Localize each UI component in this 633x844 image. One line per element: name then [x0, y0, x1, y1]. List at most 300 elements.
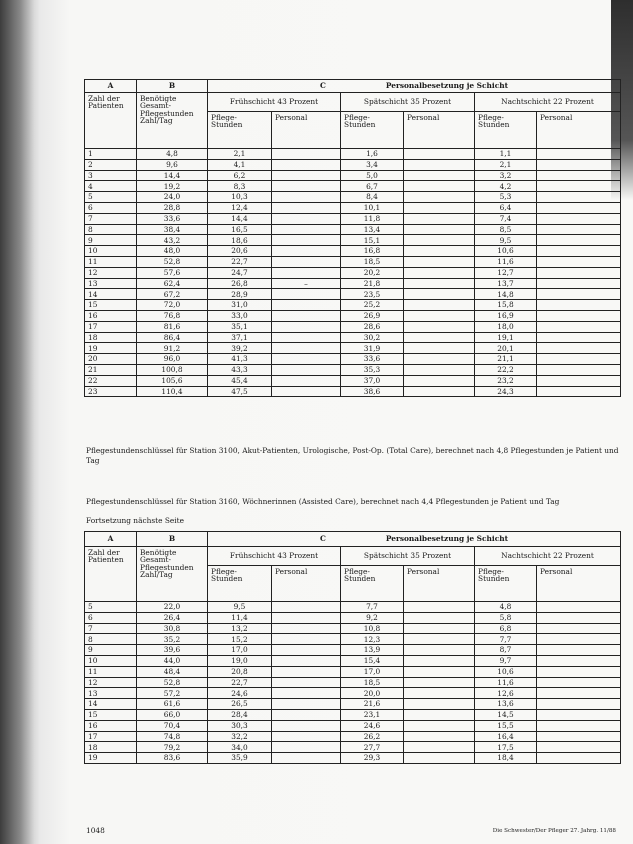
continuation-note: Fortsetzung nächste Seite — [86, 516, 185, 525]
late-hours-cell: 12,3 — [341, 634, 404, 645]
early-staff-cell — [272, 688, 341, 699]
night-hours-cell: 17,5 — [475, 742, 537, 753]
table-row — [85, 256, 621, 267]
early-hours-cell: 9,5 — [208, 602, 272, 613]
patients-cell: 6 — [85, 612, 137, 623]
night-staff-cell — [537, 623, 621, 634]
late-staff-cell — [404, 375, 475, 386]
patients-cell: 8 — [85, 224, 137, 235]
patients-cell: 15 — [85, 300, 137, 311]
table-row — [85, 235, 621, 246]
patients-cell: 18 — [85, 742, 137, 753]
total-hours-cell: 61,6 — [137, 699, 208, 710]
table-row — [85, 310, 621, 321]
table-row — [85, 720, 621, 731]
patients-cell: 1 — [85, 149, 137, 160]
late-staff-cell — [404, 267, 475, 278]
table-row — [85, 375, 621, 386]
late-hours-cell: 24,6 — [341, 720, 404, 731]
patients-cell: 3 — [85, 170, 137, 181]
late-hours-cell: 27,7 — [341, 742, 404, 753]
late-staff-cell — [404, 677, 475, 688]
early-staff-cell — [272, 310, 341, 321]
patients-cell: 16 — [85, 310, 137, 321]
staffing-table-2-body — [85, 602, 621, 764]
total-hours-cell: 9,6 — [137, 159, 208, 170]
late-staff-cell — [404, 235, 475, 246]
table-row — [85, 688, 621, 699]
early-staff-cell — [272, 235, 341, 246]
late-care-hours-header: Pflege-Stunden — [341, 112, 404, 149]
table-row — [85, 213, 621, 224]
night-hours-cell: 9,5 — [475, 235, 537, 246]
early-hours-cell: 26,5 — [208, 699, 272, 710]
early-staff-cell — [272, 634, 341, 645]
patients-count-header: Zahl der Patienten — [85, 547, 137, 602]
table-row — [85, 289, 621, 300]
patients-cell: 23 — [85, 386, 137, 397]
staffing-table-1-body — [85, 149, 621, 397]
late-hours-cell: 1,6 — [341, 149, 404, 160]
night-staff-cell — [537, 170, 621, 181]
early-staff-cell: – — [272, 278, 341, 289]
total-hours-cell: 14,4 — [137, 170, 208, 181]
night-hours-cell: 15,8 — [475, 300, 537, 311]
table-row — [85, 332, 621, 343]
early-staff-cell — [272, 375, 341, 386]
night-staff-cell — [537, 634, 621, 645]
total-hours-cell: 100,8 — [137, 364, 208, 375]
late-hours-cell: 26,9 — [341, 310, 404, 321]
late-staff-cell — [404, 159, 475, 170]
early-staff-cell — [272, 213, 341, 224]
total-hours-cell: 74,8 — [137, 731, 208, 742]
late-hours-cell: 10,1 — [341, 202, 404, 213]
late-hours-cell: 25,2 — [341, 300, 404, 311]
late-hours-cell: 15,4 — [341, 655, 404, 666]
table-row — [85, 612, 621, 623]
night-hours-cell: 9,7 — [475, 655, 537, 666]
early-staff-cell — [272, 332, 341, 343]
night-hours-cell: 22,2 — [475, 364, 537, 375]
night-hours-cell: 18,4 — [475, 753, 537, 764]
late-staff-cell — [404, 742, 475, 753]
early-hours-cell: 4,1 — [208, 159, 272, 170]
night-hours-cell: 14,5 — [475, 709, 537, 720]
early-care-hours-header: Pflege-Stunden — [208, 112, 272, 149]
early-hours-cell: 12,4 — [208, 202, 272, 213]
late-staff-cell — [404, 731, 475, 742]
night-staff-cell — [537, 246, 621, 257]
late-staff-cell — [404, 699, 475, 710]
night-hours-cell: 14,8 — [475, 289, 537, 300]
total-hours-cell: 38,4 — [137, 224, 208, 235]
early-hours-cell: 32,2 — [208, 731, 272, 742]
night-hours-cell: 1,1 — [475, 149, 537, 160]
column-a-header: A — [85, 532, 137, 547]
page-number: 1048 — [86, 826, 105, 835]
patients-cell: 5 — [85, 192, 137, 203]
night-staff-cell — [537, 731, 621, 742]
total-hours-cell: 28,8 — [137, 202, 208, 213]
early-hours-cell: 35,9 — [208, 753, 272, 764]
patients-cell: 17 — [85, 731, 137, 742]
patients-cell: 12 — [85, 267, 137, 278]
patients-cell: 14 — [85, 699, 137, 710]
patients-count-header: Zahl der Patienten — [85, 93, 137, 149]
night-staff-cell — [537, 289, 621, 300]
night-staff-cell — [537, 224, 621, 235]
late-hours-cell: 13,4 — [341, 224, 404, 235]
night-hours-cell: 6,8 — [475, 623, 537, 634]
caption-station-3100: Pflegestundenschlüssel für Station 3100, Akut-Patienten, Urologische, Post-Op. (Total Care), berechnet nach 4,8 Pflegestunden je Patient und Tag — [86, 446, 619, 465]
night-hours-cell: 20,1 — [475, 343, 537, 354]
early-hours-cell: 30,3 — [208, 720, 272, 731]
column-c-header: C Personalbesetzung je Schicht — [208, 80, 621, 93]
late-hours-cell: 11,8 — [341, 213, 404, 224]
early-hours-cell: 37,1 — [208, 332, 272, 343]
night-staff-cell — [537, 149, 621, 160]
table-row — [85, 602, 621, 613]
total-hours-cell: 48,4 — [137, 666, 208, 677]
early-staff-cell — [272, 289, 341, 300]
patients-cell: 11 — [85, 256, 137, 267]
late-hours-cell: 20,0 — [341, 688, 404, 699]
late-hours-cell: 17,0 — [341, 666, 404, 677]
night-hours-cell: 10,6 — [475, 246, 537, 257]
night-staff-cell — [537, 709, 621, 720]
late-staff-cell — [404, 170, 475, 181]
late-hours-cell: 21,6 — [341, 699, 404, 710]
table-row — [85, 634, 621, 645]
patients-cell: 8 — [85, 634, 137, 645]
late-hours-cell: 18,5 — [341, 256, 404, 267]
night-hours-cell: 16,4 — [475, 731, 537, 742]
caption-station-3160: Pflegestundenschlüssel für Station 3160, Wöchnerinnen (Assisted Care), berechnet nach 4,4 Pflegestunden je Patient und Tag — [86, 497, 560, 506]
early-hours-cell: 10,3 — [208, 192, 272, 203]
total-care-hours-header: Benötigte Gesamt-Pflegestunden Zahl/Tag — [137, 547, 208, 602]
total-hours-cell: 105,6 — [137, 375, 208, 386]
night-hours-cell: 2,1 — [475, 159, 537, 170]
early-staff-cell — [272, 343, 341, 354]
late-staff-cell — [404, 202, 475, 213]
early-hours-cell: 28,4 — [208, 709, 272, 720]
early-hours-cell: 20,6 — [208, 246, 272, 257]
patients-cell: 12 — [85, 677, 137, 688]
total-hours-cell: 91,2 — [137, 343, 208, 354]
late-hours-cell: 21,8 — [341, 278, 404, 289]
late-staff-header: Personal — [404, 566, 475, 602]
early-staff-cell — [272, 731, 341, 742]
late-hours-cell: 7,7 — [341, 602, 404, 613]
late-staff-cell — [404, 354, 475, 365]
early-care-hours-header: Pflege-Stunden — [208, 566, 272, 602]
early-hours-cell: 13,2 — [208, 623, 272, 634]
column-a-header: A — [85, 80, 137, 93]
early-staff-cell — [272, 149, 341, 160]
patients-cell: 19 — [85, 343, 137, 354]
early-staff-cell — [272, 753, 341, 764]
night-hours-cell: 5,8 — [475, 612, 537, 623]
late-hours-cell: 23,1 — [341, 709, 404, 720]
table-row — [85, 655, 621, 666]
patients-cell: 10 — [85, 246, 137, 257]
night-staff-header: Personal — [537, 566, 621, 602]
night-staff-cell — [537, 202, 621, 213]
total-hours-cell: 57,2 — [137, 688, 208, 699]
patients-cell: 16 — [85, 720, 137, 731]
table-row — [85, 181, 621, 192]
early-staff-cell — [272, 181, 341, 192]
early-hours-cell: 34,0 — [208, 742, 272, 753]
early-staff-cell — [272, 602, 341, 613]
early-staff-cell — [272, 170, 341, 181]
early-staff-cell — [272, 202, 341, 213]
early-hours-cell: 35,1 — [208, 321, 272, 332]
table-row — [85, 742, 621, 753]
patients-cell: 7 — [85, 213, 137, 224]
early-shift-header: Frühschicht 43 Prozent — [208, 93, 341, 112]
night-hours-cell: 3,2 — [475, 170, 537, 181]
total-hours-cell: 44,0 — [137, 655, 208, 666]
early-staff-cell — [272, 677, 341, 688]
night-hours-cell: 18,0 — [475, 321, 537, 332]
late-hours-cell: 10,8 — [341, 623, 404, 634]
night-staff-cell — [537, 645, 621, 656]
patients-cell: 13 — [85, 278, 137, 289]
late-staff-cell — [404, 246, 475, 257]
late-hours-cell: 23,5 — [341, 289, 404, 300]
early-hours-cell: 6,2 — [208, 170, 272, 181]
table-row — [85, 159, 621, 170]
night-hours-cell: 13,6 — [475, 699, 537, 710]
early-shift-header: Frühschicht 43 Prozent — [208, 547, 341, 566]
early-staff-cell — [272, 246, 341, 257]
late-care-hours-header: Pflege-Stunden — [341, 566, 404, 602]
late-staff-cell — [404, 278, 475, 289]
total-hours-cell: 70,4 — [137, 720, 208, 731]
table-row — [85, 267, 621, 278]
night-staff-cell — [537, 602, 621, 613]
total-hours-cell: 81,6 — [137, 321, 208, 332]
early-hours-cell: 22,7 — [208, 256, 272, 267]
late-staff-cell — [404, 149, 475, 160]
patients-cell: 22 — [85, 375, 137, 386]
total-hours-cell: 52,8 — [137, 256, 208, 267]
total-hours-cell: 33,6 — [137, 213, 208, 224]
late-staff-cell — [404, 612, 475, 623]
night-care-hours-header: Pflege-Stunden — [475, 112, 537, 149]
late-hours-cell: 13,9 — [341, 645, 404, 656]
total-hours-cell: 39,6 — [137, 645, 208, 656]
early-staff-cell — [272, 256, 341, 267]
night-staff-cell — [537, 343, 621, 354]
early-hours-cell: 28,9 — [208, 289, 272, 300]
patients-cell: 15 — [85, 709, 137, 720]
night-hours-cell: 8,7 — [475, 645, 537, 656]
night-staff-cell — [537, 386, 621, 397]
patients-cell: 11 — [85, 666, 137, 677]
patients-cell: 7 — [85, 623, 137, 634]
early-hours-cell: 47,5 — [208, 386, 272, 397]
early-staff-cell — [272, 321, 341, 332]
patients-cell: 13 — [85, 688, 137, 699]
late-hours-cell: 28,6 — [341, 321, 404, 332]
total-hours-cell: 79,2 — [137, 742, 208, 753]
late-staff-cell — [404, 634, 475, 645]
table-row — [85, 300, 621, 311]
late-staff-cell — [404, 709, 475, 720]
early-staff-cell — [272, 720, 341, 731]
total-care-hours-header: Benötigte Gesamt-Pflegestunden Zahl/Tag — [137, 93, 208, 149]
patients-cell: 9 — [85, 235, 137, 246]
late-shift-header: Spätschicht 35 Prozent — [341, 93, 475, 112]
late-staff-cell — [404, 666, 475, 677]
table-row — [85, 364, 621, 375]
total-hours-cell: 66,0 — [137, 709, 208, 720]
total-hours-cell: 43,2 — [137, 235, 208, 246]
late-hours-cell: 30,2 — [341, 332, 404, 343]
staffing-per-shift-title: Personalbesetzung je Schicht — [385, 534, 508, 544]
table-row — [85, 666, 621, 677]
patients-cell: 14 — [85, 289, 137, 300]
patients-cell: 10 — [85, 655, 137, 666]
patients-cell: 9 — [85, 645, 137, 656]
early-staff-cell — [272, 709, 341, 720]
night-hours-cell: 13,7 — [475, 278, 537, 289]
early-hours-cell: 31,0 — [208, 300, 272, 311]
total-hours-cell: 83,6 — [137, 753, 208, 764]
staffing-table-station-3100 — [84, 79, 621, 397]
night-staff-cell — [537, 677, 621, 688]
night-staff-cell — [537, 310, 621, 321]
late-staff-cell — [404, 602, 475, 613]
early-hours-cell: 18,6 — [208, 235, 272, 246]
table-row — [85, 202, 621, 213]
early-hours-cell: 17,0 — [208, 645, 272, 656]
late-staff-cell — [404, 213, 475, 224]
night-hours-cell: 5,3 — [475, 192, 537, 203]
late-staff-cell — [404, 720, 475, 731]
late-staff-cell — [404, 224, 475, 235]
table-row — [85, 149, 621, 160]
late-staff-cell — [404, 688, 475, 699]
early-hours-cell: 16,5 — [208, 224, 272, 235]
table-row — [85, 343, 621, 354]
early-hours-cell: 19,0 — [208, 655, 272, 666]
total-hours-cell: 76,8 — [137, 310, 208, 321]
table-row — [85, 224, 621, 235]
patients-cell: 19 — [85, 753, 137, 764]
night-care-hours-header: Pflege-Stunden — [475, 566, 537, 602]
early-hours-cell: 14,4 — [208, 213, 272, 224]
night-hours-cell: 19,1 — [475, 332, 537, 343]
night-shift-header: Nachtschicht 22 Prozent — [475, 93, 621, 112]
night-hours-cell: 11,6 — [475, 256, 537, 267]
late-hours-cell: 16,8 — [341, 246, 404, 257]
patients-cell: 18 — [85, 332, 137, 343]
early-staff-cell — [272, 364, 341, 375]
table-row — [85, 731, 621, 742]
night-hours-cell: 8,5 — [475, 224, 537, 235]
night-staff-cell — [537, 688, 621, 699]
night-hours-cell: 4,2 — [475, 181, 537, 192]
early-staff-header: Personal — [272, 566, 341, 602]
total-hours-cell: 35,2 — [137, 634, 208, 645]
late-hours-cell: 3,4 — [341, 159, 404, 170]
total-hours-cell: 86,4 — [137, 332, 208, 343]
table-row — [85, 246, 621, 257]
late-hours-cell: 18,5 — [341, 677, 404, 688]
night-staff-cell — [537, 666, 621, 677]
night-staff-cell — [537, 742, 621, 753]
late-staff-cell — [404, 321, 475, 332]
late-hours-cell: 6,7 — [341, 181, 404, 192]
total-hours-cell: 67,2 — [137, 289, 208, 300]
night-staff-cell — [537, 192, 621, 203]
night-staff-cell — [537, 655, 621, 666]
late-staff-cell — [404, 645, 475, 656]
late-hours-cell: 9,2 — [341, 612, 404, 623]
total-hours-cell: 48,0 — [137, 246, 208, 257]
table-row — [85, 321, 621, 332]
night-hours-cell: 16,9 — [475, 310, 537, 321]
total-hours-cell: 4,8 — [137, 149, 208, 160]
late-staff-cell — [404, 753, 475, 764]
night-shift-header: Nachtschicht 22 Prozent — [475, 547, 621, 566]
night-staff-cell — [537, 332, 621, 343]
staffing-per-shift-title: Personalbesetzung je Schicht — [385, 81, 508, 91]
night-staff-header: Personal — [537, 112, 621, 149]
early-staff-cell — [272, 300, 341, 311]
late-hours-cell: 29,3 — [341, 753, 404, 764]
night-hours-cell: 24,3 — [475, 386, 537, 397]
early-hours-cell: 24,7 — [208, 267, 272, 278]
late-hours-cell: 15,1 — [341, 235, 404, 246]
night-staff-cell — [537, 267, 621, 278]
night-staff-cell — [537, 235, 621, 246]
patients-cell: 2 — [85, 159, 137, 170]
late-hours-cell: 38,6 — [341, 386, 404, 397]
early-staff-cell — [272, 699, 341, 710]
book-spine-shadow — [0, 0, 34, 844]
patients-cell: 4 — [85, 181, 137, 192]
total-hours-cell: 62,4 — [137, 278, 208, 289]
early-hours-cell: 41,3 — [208, 354, 272, 365]
late-staff-cell — [404, 289, 475, 300]
patients-cell: 5 — [85, 602, 137, 613]
night-staff-cell — [537, 364, 621, 375]
early-staff-cell — [272, 386, 341, 397]
late-staff-header: Personal — [404, 112, 475, 149]
late-staff-cell — [404, 181, 475, 192]
table-row — [85, 623, 621, 634]
late-staff-cell — [404, 623, 475, 634]
table-row — [85, 354, 621, 365]
total-hours-cell: 26,4 — [137, 612, 208, 623]
total-hours-cell: 96,0 — [137, 354, 208, 365]
night-staff-cell — [537, 375, 621, 386]
total-hours-cell: 30,8 — [137, 623, 208, 634]
patients-cell: 21 — [85, 364, 137, 375]
early-hours-cell: 39,2 — [208, 343, 272, 354]
night-staff-cell — [537, 699, 621, 710]
late-hours-cell: 26,2 — [341, 731, 404, 742]
table-row — [85, 753, 621, 764]
column-b-header: B — [137, 532, 208, 547]
early-hours-cell: 45,4 — [208, 375, 272, 386]
early-hours-cell: 24,6 — [208, 688, 272, 699]
